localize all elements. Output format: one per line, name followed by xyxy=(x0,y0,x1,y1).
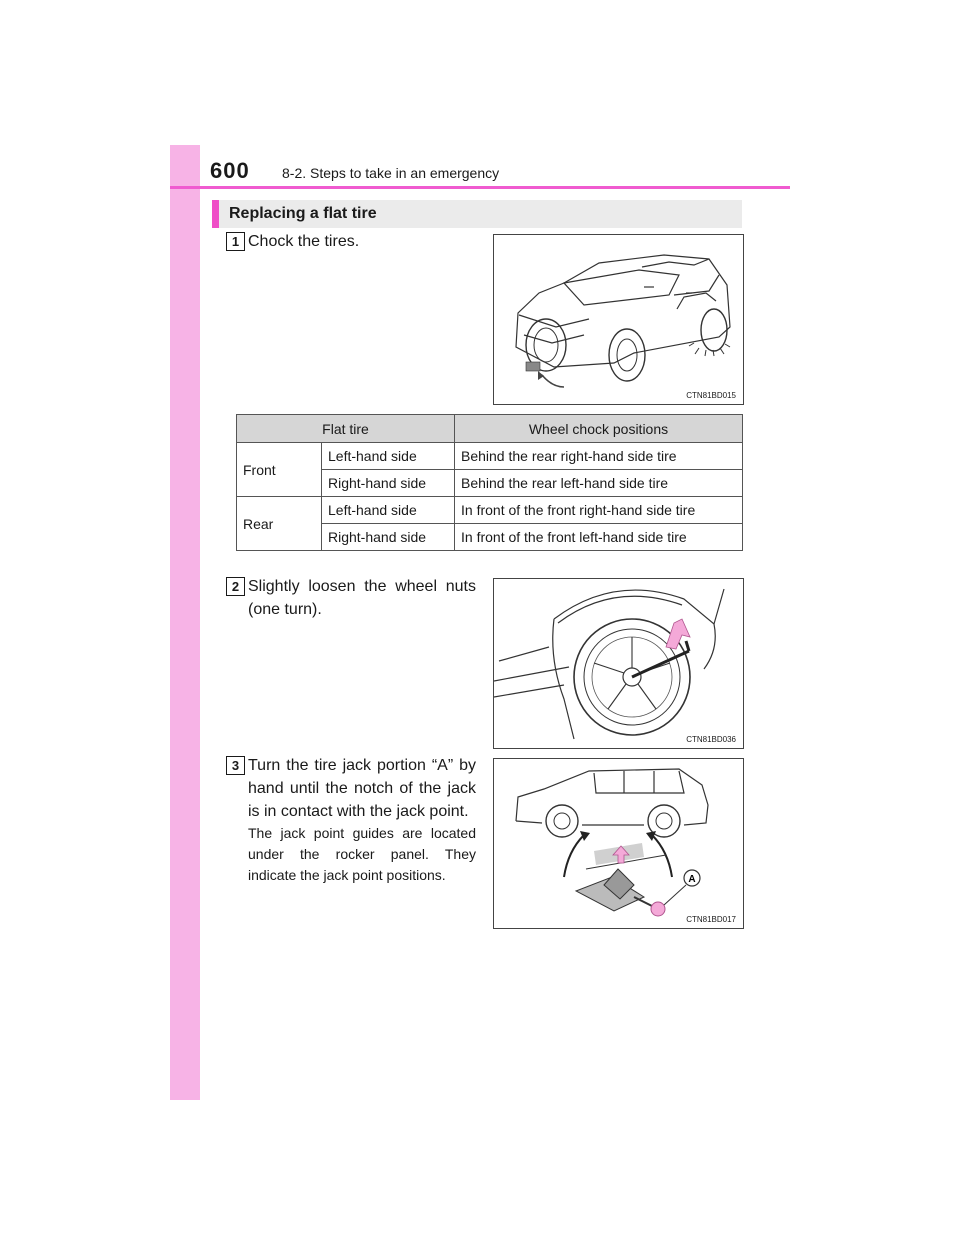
table-cell-side: Left-hand side xyxy=(322,443,455,470)
step-2-text: Slightly loosen the wheel nuts (one turn). xyxy=(248,578,476,618)
table-header-chock-positions: Wheel chock positions xyxy=(455,415,743,443)
table-cell-side: Right-hand side xyxy=(322,470,455,497)
step-3-text: Turn the tire jack portion “A” by hand until the notch of the jack is in contact with the jack point. xyxy=(248,757,476,820)
step-3-badge: 3 xyxy=(226,756,245,775)
step-1-figure-code: CTN81BD015 xyxy=(686,391,736,400)
suv-front-wheel-chock-illustration xyxy=(494,235,743,404)
table-group-rear: Rear xyxy=(237,497,322,551)
step-1-text: Chock the tires. xyxy=(248,233,360,250)
step-3-figure xyxy=(493,758,744,929)
wheel-chock-table xyxy=(236,414,743,551)
header-rule xyxy=(170,186,790,189)
step-1-figure xyxy=(493,234,744,405)
table-cell-position: Behind the rear left-hand side tire xyxy=(455,470,743,497)
page-number: 600 xyxy=(210,158,250,183)
jack-point-illustration xyxy=(494,759,743,928)
table-cell-position: In front of the front right-hand side tire xyxy=(455,497,743,524)
step-2-figure-code: CTN81BD036 xyxy=(686,735,736,744)
table-cell-position: In front of the front left-hand side tire xyxy=(455,524,743,551)
step-1-badge: 1 xyxy=(226,232,245,251)
step-3-note: The jack point guides are located under the rocker panel. They indicate the jack point positions. xyxy=(248,825,476,883)
table-cell-position: Behind the rear right-hand side tire xyxy=(455,443,743,470)
table-header-row xyxy=(237,415,743,443)
section-accent xyxy=(212,200,219,228)
table-cell-side: Left-hand side xyxy=(322,497,455,524)
table-row xyxy=(237,497,743,524)
step-2-figure xyxy=(493,578,744,749)
side-tab-bar xyxy=(170,145,200,1100)
table-row xyxy=(237,443,743,470)
wheel-nut-wrench-illustration xyxy=(494,579,743,748)
table-cell-side: Right-hand side xyxy=(322,524,455,551)
chapter-title: 8-2. Steps to take in an emergency xyxy=(282,165,500,181)
section-title: Replacing a flat tire xyxy=(229,205,377,222)
table-group-front: Front xyxy=(237,443,322,497)
step-2-badge: 2 xyxy=(226,577,245,596)
table-header-flat-tire: Flat tire xyxy=(237,415,455,443)
step-3-figure-code: CTN81BD017 xyxy=(686,915,736,924)
section-heading xyxy=(212,200,742,228)
jack-portion-label: A xyxy=(688,874,696,885)
